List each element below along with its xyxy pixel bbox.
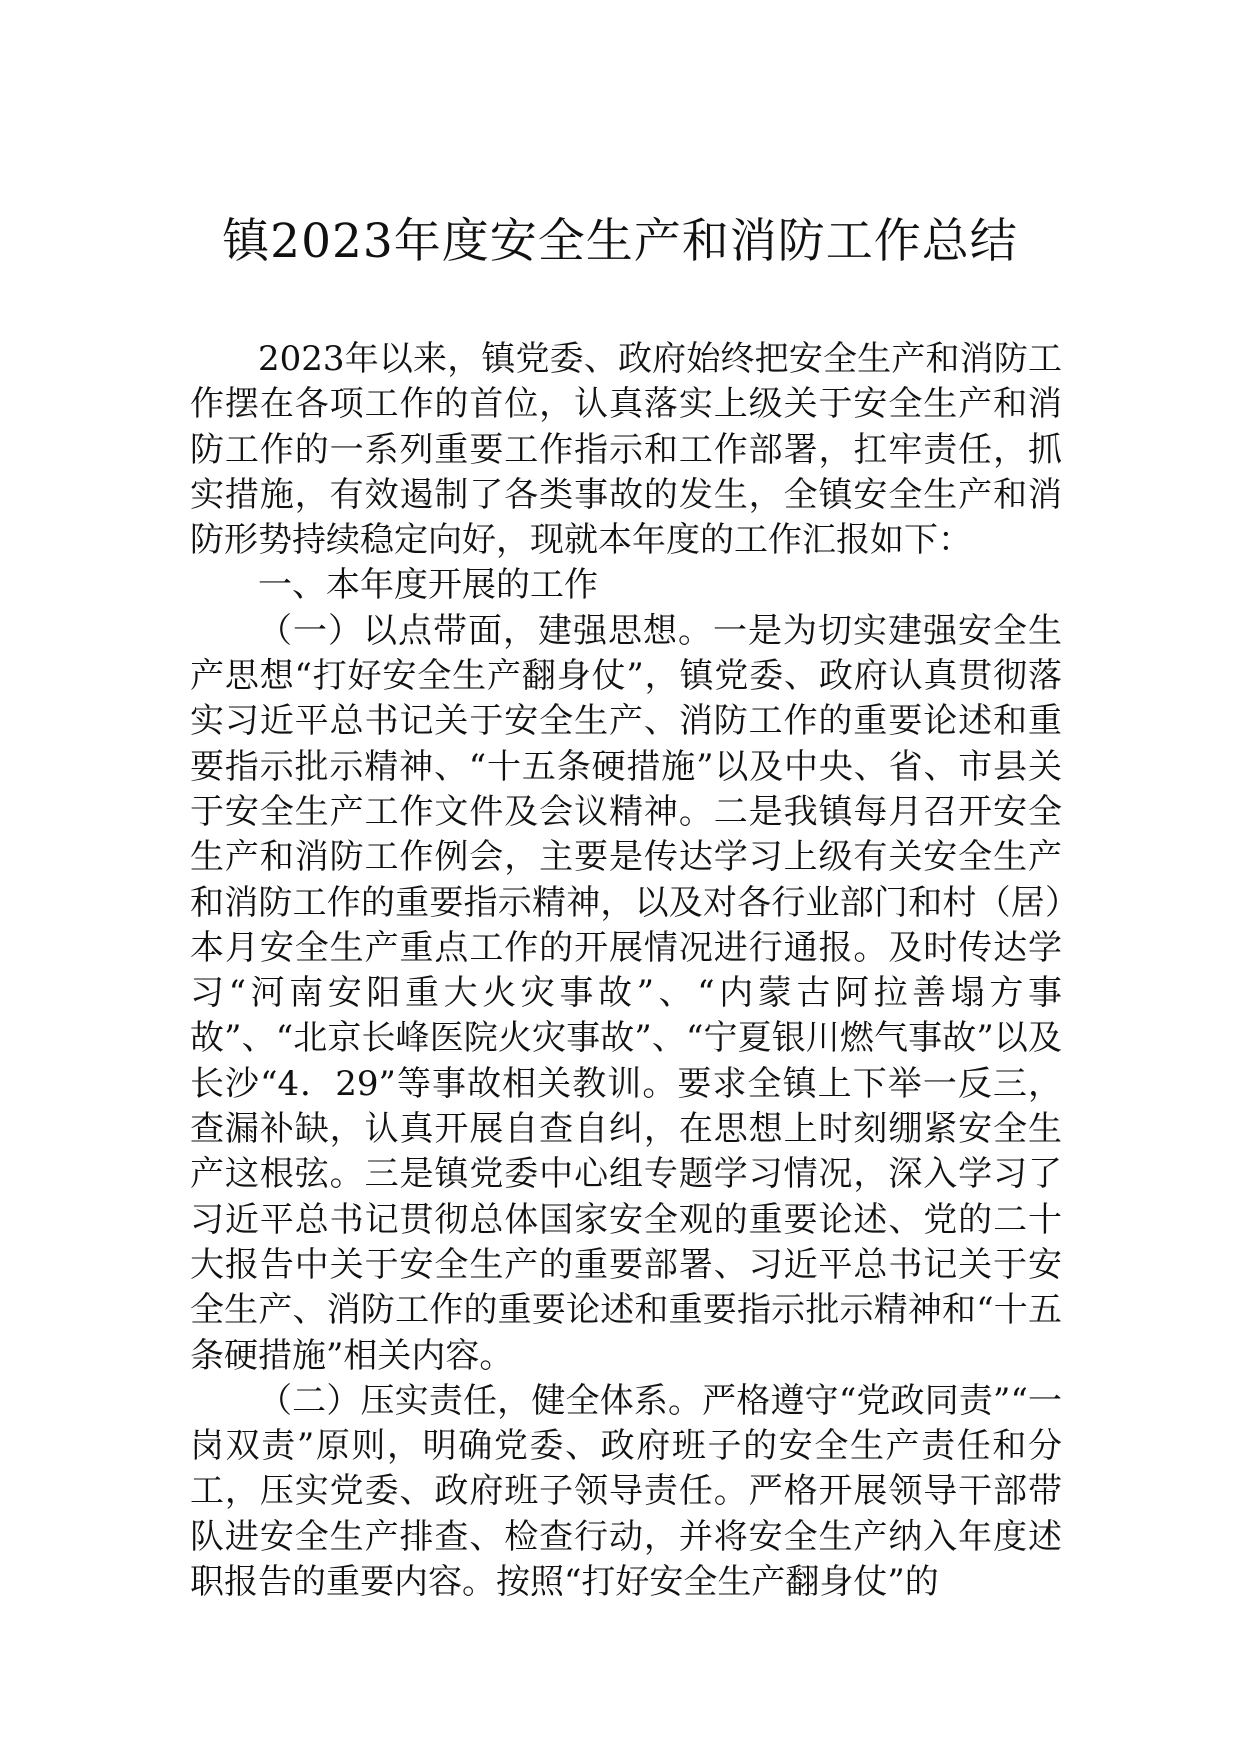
paragraph-item-1: （一）以点带面，建强思想。一是为切实建强安全生产思想“打好安全生产翻身仗”，镇党委、政府认真贯彻落实习近平总书记关于安全生产、消防工作的重要论述和重要指示批示精神、“十五条硬措施”以及中央、省、市县关于安全生产工作文件及会议精神。二是我镇每月召开安全生产和消防工作例会，主要是传达学习上级有关安全生产和消防工作的重要指示精神，以及对各行业部门和村（居）本月安全生产重点工作的开展情况进行通报。及时传达学习“河南安阳重大火灾事故”、“内蒙古阿拉善塌方事故”、“北京长峰医院火灾事故”、“宁夏银川燃气事故”以及长沙“4．29”等事故相关教训。要求全镇上下举一反三，查漏补缺，认真开展自查自纠，在思想上时刻绷紧安全生产这根弦。三是镇党委中心组专题学习情况，深入学习了习近平总书记贯彻总体国家安全观的重要论述、党的二十大报告中关于安全生产的重要部署、习近平总书记关于安全生产、消防工作的重要论述和重要指示批示精神和“十五条硬措施”相关内容。: [190, 610, 1062, 1376]
document-body: [190, 337, 1062, 1605]
document-title: 镇2023年度安全生产和消防工作总结: [222, 214, 1018, 269]
paragraph-item-2: （二）压实责任，健全体系。严格遵守“党政同责”“一岗双责”原则，明确党委、政府班子的安全生产责任和分工，压实党委、政府班子领导责任。严格开展领导干部带队进安全生产排查、检查行动，并将安全生产纳入年度述职报告的重要内容。按照“打好安全生产翻身仗”的: [190, 1380, 1062, 1603]
paragraph-intro: 2023年以来，镇党委、政府始终把安全生产和消防工作摆在各项工作的首位，认真落实上级关于安全生产和消防工作的一系列重要工作指示和工作部署，扛牢责任，抓实措施，有效遏制了各类事故的发生，全镇安全生产和消防形势持续稳定向好，现就本年度的工作汇报如下：: [190, 339, 1062, 561]
section-heading: 一、本年度开展的工作: [258, 565, 598, 606]
